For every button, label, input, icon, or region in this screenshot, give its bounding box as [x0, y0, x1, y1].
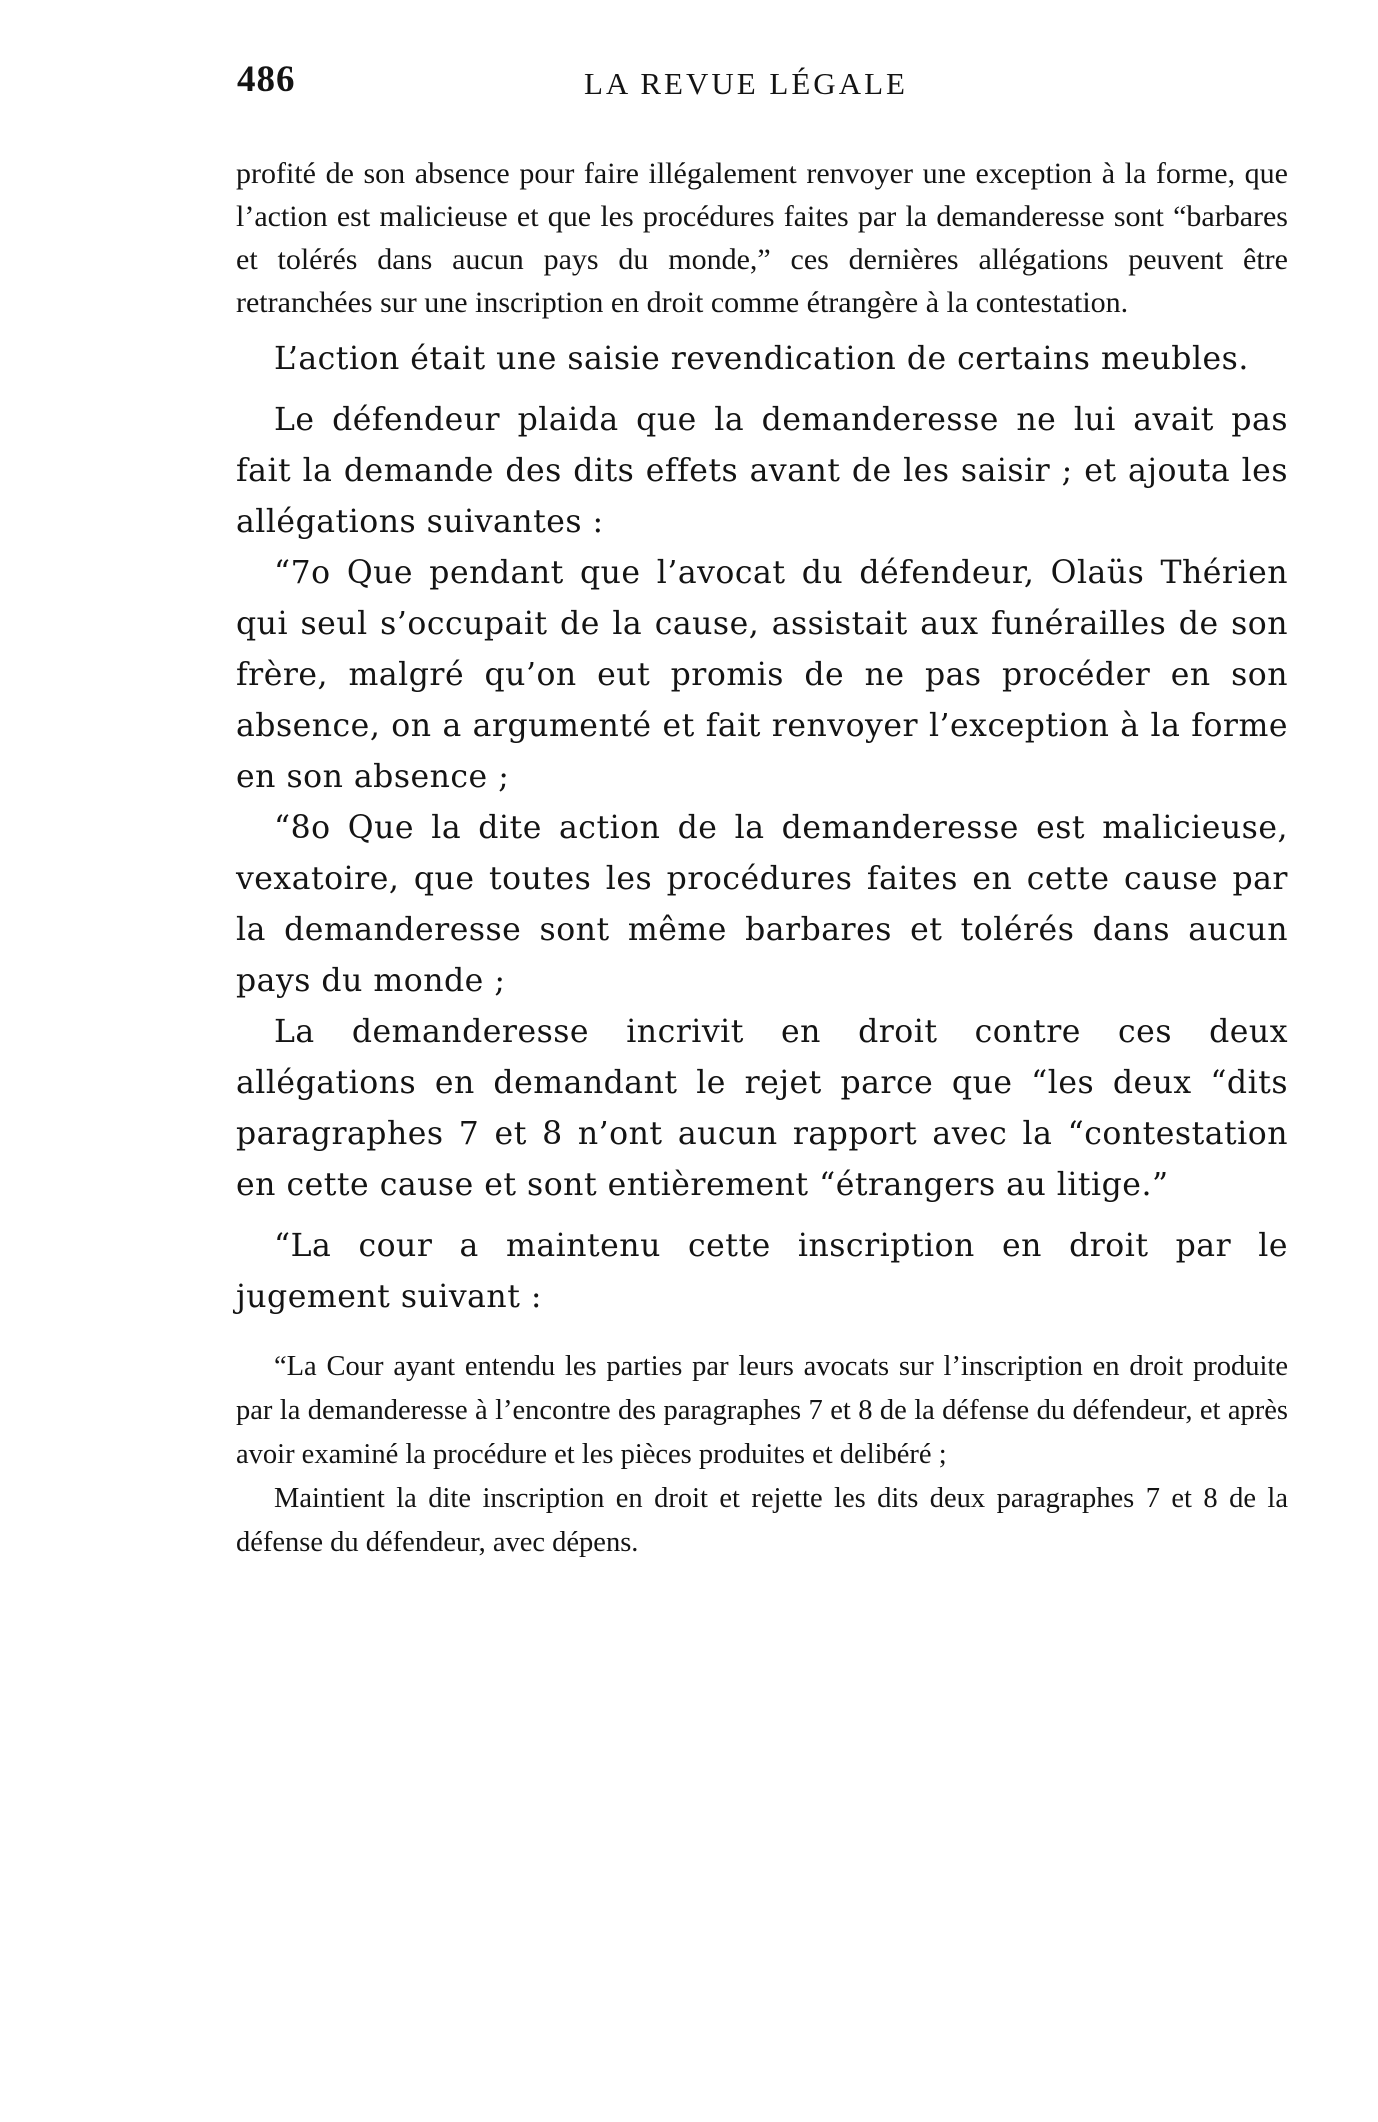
- paragraph-judgment: “La Cour ayant entendu les parties par leurs avocats sur l’inscription en droit produite par la demanderesse à l’encontre des paragraphes 7 et 8 de la défense du défendeur, et après avoir examiné la procédure et les pièces produites et delibéré ;: [236, 1351, 1288, 1470]
- paragraph-defendant-plea: Le défendeur plaida que la demanderesse ne lui avait pas fait la demande des dits effets avant de les saisir ; et ajouta les allégations suivantes :: [236, 402, 1288, 540]
- running-title: LA REVUE LÉGALE: [584, 66, 908, 101]
- paragraph-continuation: profité de son absence pour faire illégalement renvoyer une exception à la forme, que l’action est malicieuse et que les procédures faites par la demanderesse sont “barbares et tolérés dans aucun pays du monde,” ces dernières allégations peuvent être retranchées sur une inscription en droit comme étrangère à la contestation.: [236, 157, 1288, 319]
- paragraph-judgment-conclusion: Maintient la dite inscription en droit et rejette les dits deux paragraphes 7 et 8 de la défense du défendeur, avec dépens.: [236, 1483, 1288, 1558]
- paragraph-action: L’action était une saisie revendication de certains meubles.: [274, 341, 1249, 377]
- page-header: [232, 58, 1292, 118]
- paragraph-court-ruling: “La cour a maintenu cette inscription en droit par le jugement suivant :: [236, 1228, 1288, 1315]
- page-body: [236, 152, 1288, 1565]
- page-number: 486: [237, 59, 296, 100]
- paragraph-inscription: La demanderesse incrivit en droit contre ces deux allégations en demandant le rejet parce que “les deux “dits paragraphes 7 et 8 n’ont aucun rapport avec la “contestation en cette cause et sont entièrement “étrangers au litige.”: [236, 1014, 1288, 1203]
- paragraph-allegation-8: “8o Que la dite action de la demanderesse est malicieuse, vexatoire, que toutes les procédures faites en cette cause par la demanderesse sont même barbares et tolérés dans aucun pays du monde ;: [236, 810, 1288, 999]
- paragraph-allegation-7: “7o Que pendant que l’avocat du défendeur, Olaüs Thérien qui seul s’occupait de la cause, assistait aux funérailles de son frère, malgré qu’on eut promis de ne pas procéder en son absence, on a argumenté et fait renvoyer l’exception à la forme en son absence ;: [236, 555, 1288, 795]
